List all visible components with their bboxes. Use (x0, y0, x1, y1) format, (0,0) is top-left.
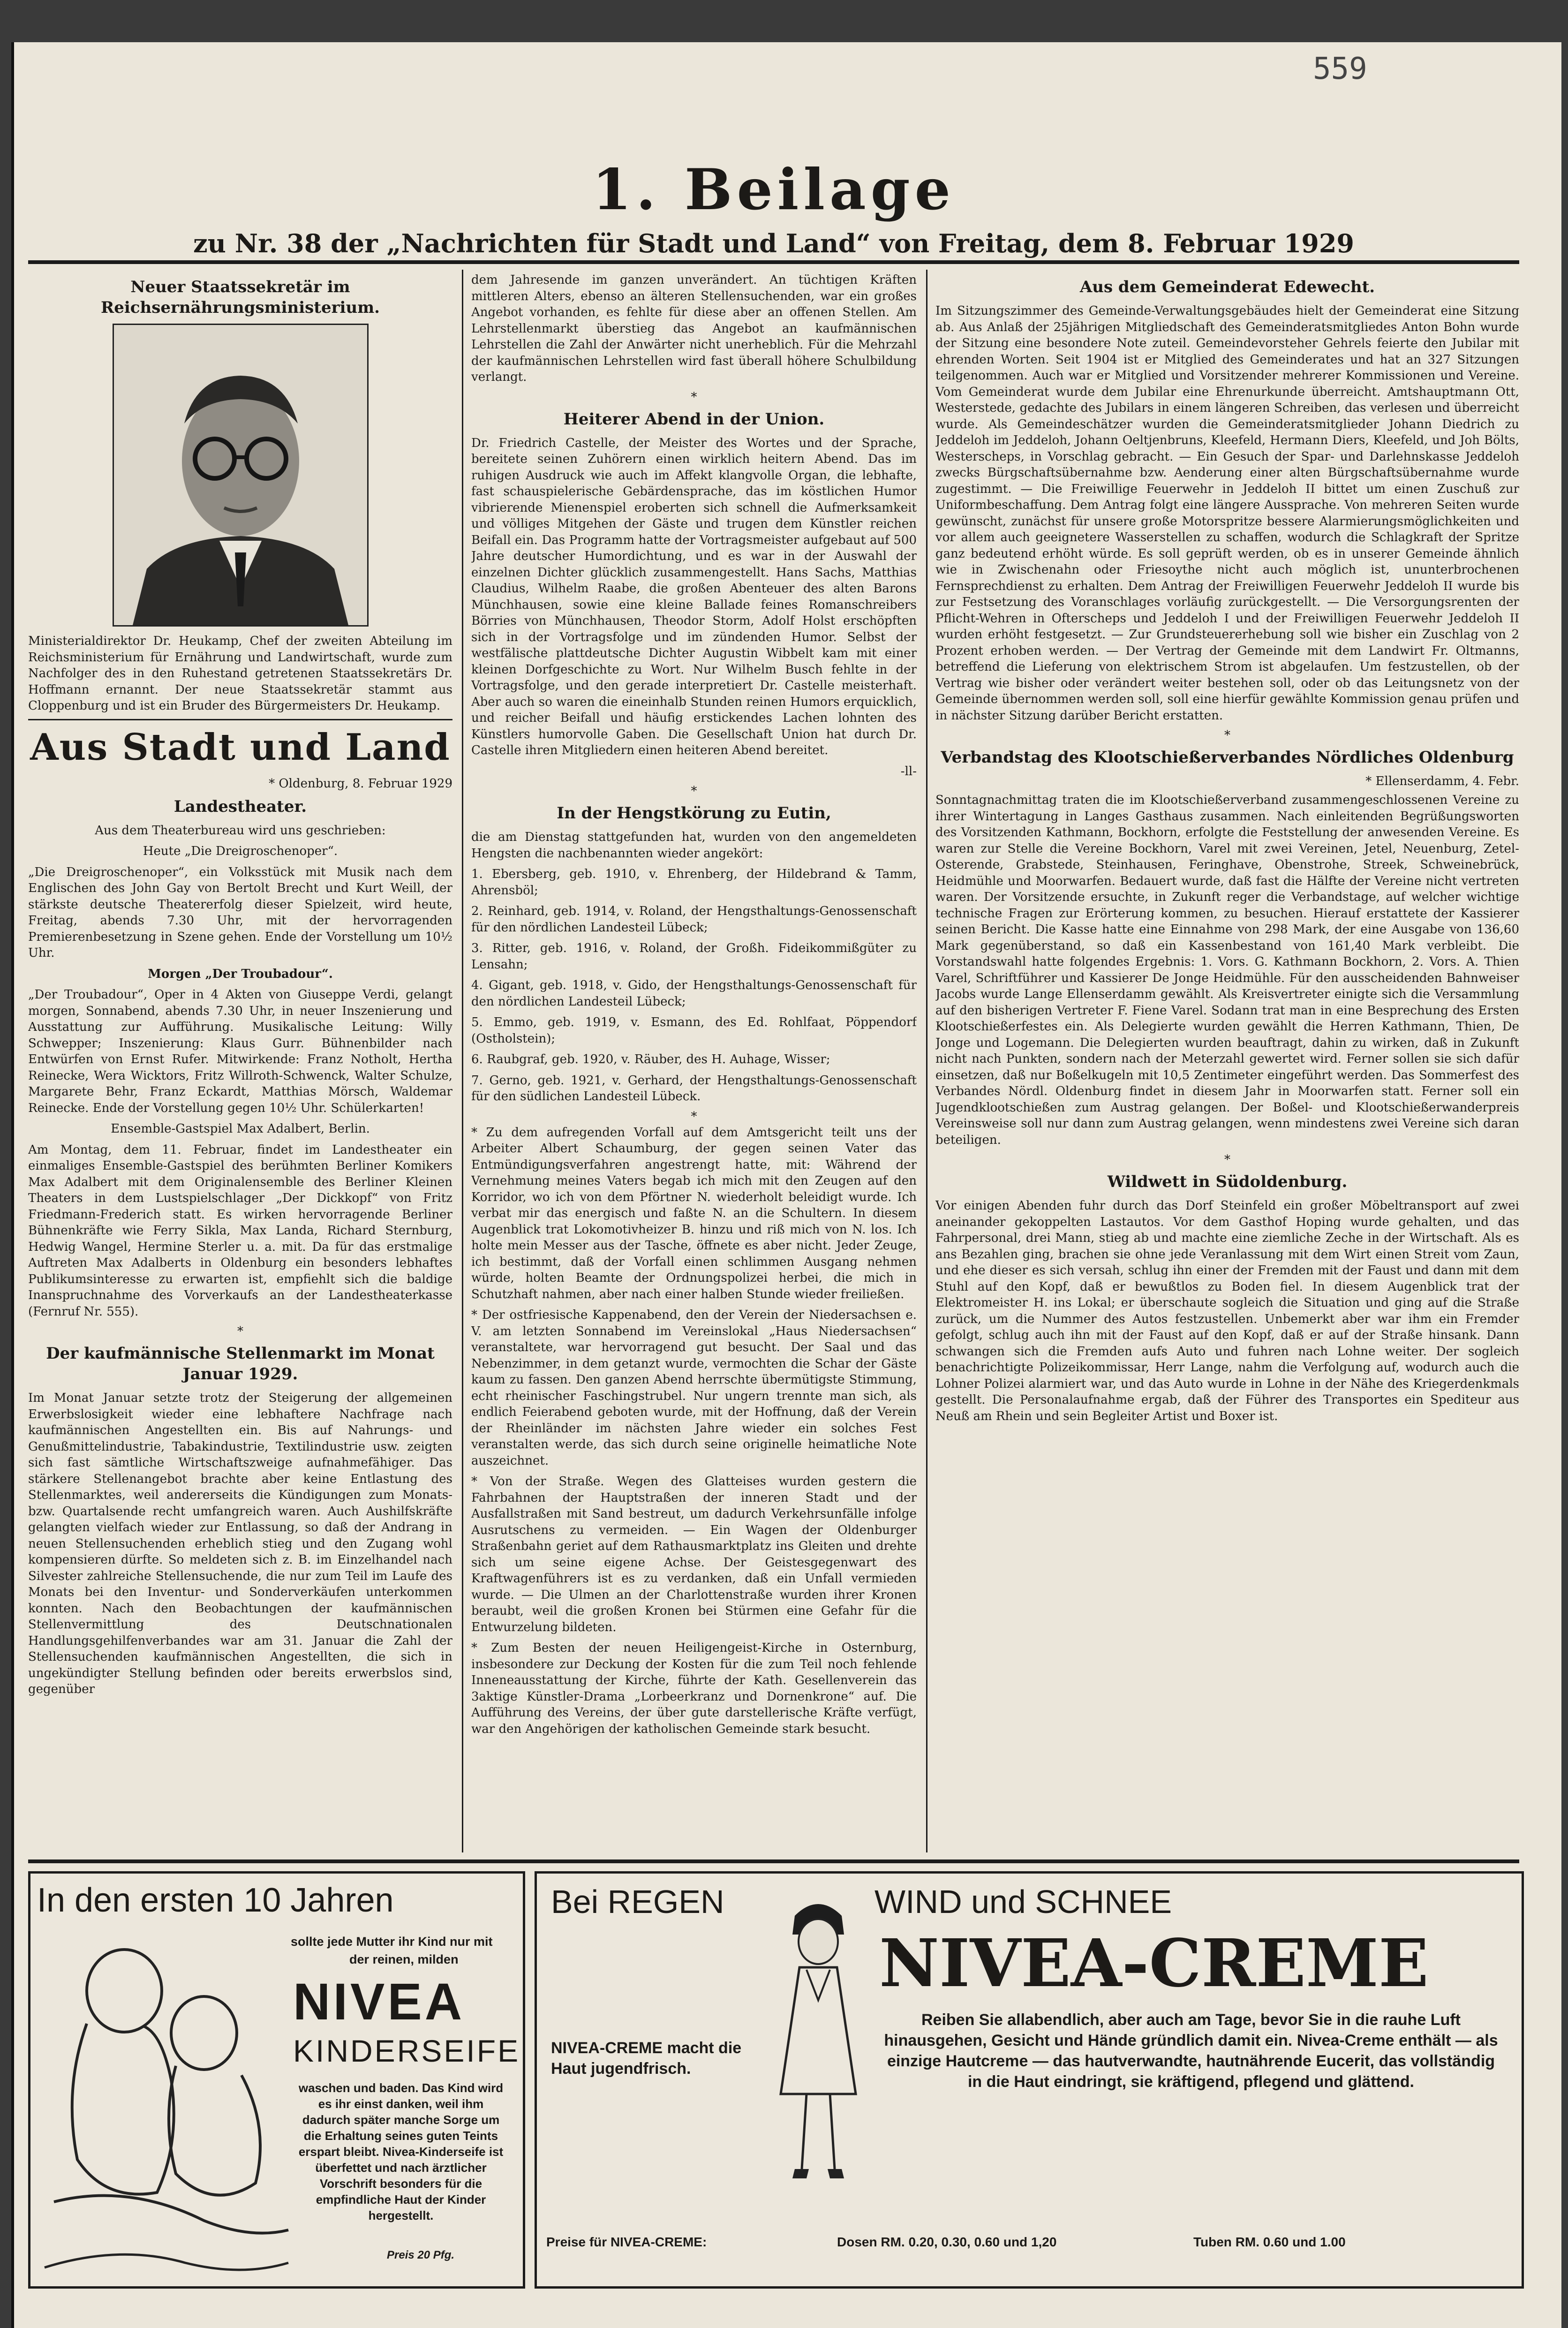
ad-right-headline-a: Bei REGEN (551, 1883, 724, 1920)
star-separator: * (691, 784, 697, 798)
ad-right-body: Reiben Sie allabendlich, aber auch am Tage, bevor Sie in die rauhe Luft hinausgehen, Gesicht und Hände gründlich damit ein. Nivea-Creme enthält — als einzige Hautcreme — das hautverwandte, hautnährende Eucerit, das vollständig in die Haut eindringt, sie kräftigend, pflegend und glättend. (884, 2011, 1498, 2091)
guest-performance-paragraph: Am Montag, dem 11. Februar, findet im Landestheater ein einmaliges Ensemble-Gastspiel des berühmten Berliner Komikers Max Adalbert mit dem Originalensemble des Berliner Kleinen Theaters in dem Lustspielschlager „Der Dickkopf“ von Fritz Friedmann-Frederich statt. Es wirken hervorragende Berliner Bühnenkräfte wie Ferry Sikla, Max Landa, Richard Sternburg, Hedwig Wangel, Hermine Sterler u. a. mit. Da für das erstmalige Auftreten Max Adalberts in Oldenburg ein besonders lebhaftes Publikumsinteresse zu erwarten ist, empfiehlt sich die baldige Inanspruchnahme des Vorverkaufs an der Landestheaterkasse (Fernruf Nr. 555). (28, 1142, 452, 1319)
star-separator: * (1224, 728, 1230, 742)
star-separator: * (1224, 1153, 1230, 1167)
theater-title: Landestheater. (173, 797, 307, 816)
ads-rule (28, 1859, 1519, 1863)
ad-left-price: Preis 20 Pfg. (387, 2249, 455, 2261)
column-2 (471, 272, 917, 1852)
supplement-subtitle: zu Nr. 38 der „Nachrichten für Stadt und Land“ von Freitag, dem 8. Februar 1929 (193, 228, 1354, 258)
job-market-title: Der kaufmännische Stellenmarkt im Monat Januar 1929. (46, 1344, 435, 1383)
portrait-caption: Ministerialdirektor Dr. Heukamp, Chef der zweiten Abteilung im Reichsministerium für Ernährung und Landwirtschaft, wurde zum Nachfolger des in den Ruhestand getretenen Staatssekretärs Dr. Hoffmann ernannt. Der neue Staatssekretär stammt aus Cloppenburg und ist ein Bruder des Bürgermeisters Dr. Heukamp. (28, 634, 452, 713)
stallion-list-item: 7. Gerno, geb. 1921, v. Gerhard, der Hengsthaltungs-Genossenschaft für den südlichen Landesteil Lübeck. (471, 1073, 917, 1104)
column-divider-2 (926, 270, 927, 1852)
star-separator: * (237, 1324, 243, 1338)
council-edewecht-title: Aus dem Gemeinderat Edewecht. (1079, 278, 1375, 296)
ad-left-body: waschen und baden. Das Kind wird es ihr einst danken, weil ihm dadurch später manche Sorge um die Erhaltung seines guten Teints erspart bleibt. Nivea-Kinderseife ist überfettet und nach ärztlicher Vorschrift besonders für die empfindliche Haut der Kinder hergestellt. (298, 2081, 504, 2222)
theater-today: Heute „Die Dreigroschenoper“. (143, 844, 338, 858)
nivea-kinderseife-ad (28, 1871, 525, 2289)
ad-right-price-tubes: Tuben RM. 0.60 und 1.00 (1193, 2235, 1346, 2249)
separator (28, 719, 452, 720)
column-3 (935, 272, 1519, 1852)
ad-right-price-tins: Dosen RM. 0.20, 0.30, 0.60 und 1,20 (837, 2235, 1057, 2249)
ad-left-line2: der reinen, milden (349, 1952, 459, 1966)
job-market-continuation: dem Jahresende im ganzen unverändert. An tüchtigen Kräften mittleren Alters, ebenso an älteren Stellensuchenden, war ein großes Angebot vorhanden, es fehlte für diese aber an offenen Stellen. Am Lehrstellenmarkt überstieg das Angebot an kaufmännischen Lehrstellen die Zahl der Anwärter nicht unerheblich. Für die Mehrzahl der kaufmännischen Lehrstellen wird fast überall höhere Schulbildung verlangt. (471, 273, 917, 384)
theater-intro: Aus dem Theaterbureau wird uns geschrieben: (95, 823, 386, 838)
portrait-photo (113, 324, 369, 627)
ad-left-brand: NIVEA (293, 1973, 465, 2031)
union-evening-title: Heiterer Abend in der Union. (563, 409, 825, 429)
children-illustration (35, 1939, 298, 2277)
theater-tomorrow: Morgen „Der Troubadour“. (148, 967, 333, 981)
ad-right-price-label: Preise für NIVEA-CREME: (546, 2235, 707, 2249)
supplement-title: 1. Beilage (592, 157, 955, 223)
poaching-paragraph: Vor einigen Abenden fuhr durch das Dorf Steinfeld ein großer Möbeltransport auf zwei aneinander gekoppelten Lastautos. Vor dem Gasthof Hoping wurde gehalten, und das Fahrpersonal, drei Mann, stieg ab und machte eine ziemliche Zeche in der Wirtschaft. Als es ans Bezahlen ging, brachen sie ohne jede Veranlassung mit dem Wirt einen Streit vom Zaun, und ehe dieser es sich versah, schlug ihn einer der Fremden mit der Faust und dann mit dem Stuhl auf den Kopf, daß er bewußtlos zu Boden fiel. In diesem Augenblick trat der Elektromeister H. ins Lokal; er überschaute sogleich die Situation und ging auf die Straße zurück, um die Nummer des Autos festzustellen. Unbemerkt aber war ihm ein Fremder gefolgt, schlug auch ihn mit der Faust auf den Kopf, daß er auf der Straße hinsank. Dann schwangen sich die Fremden aufs Auto und fuhren nach Lohne weiter. Der sogleich benachrichtigte Polizeikommissar, Herr Lange, nahm die Verfolgung auf, wodurch auch die Lohner Polizei alarmiert war, und das Auto wurde in Lohne in der Nähe des Kriegerdenkmals gestellt. Die Personalaufnahme ergab, daß der Führer des Transportes ein Spediteur aus Neuß am Rhein und sein Begleiter Artist und Boxer ist. (935, 1199, 1519, 1423)
page-number: 559 (1313, 52, 1367, 86)
stallion-list-item: 5. Emmo, geb. 1919, v. Esmann, des Ed. Rohlfaat, Pöppendorf (Ostholstein); (471, 1015, 917, 1046)
guest-performance-title: Ensemble-Gastspiel Max Adalbert, Berlin. (111, 1122, 370, 1136)
dateline-oldenburg: * Oldenburg, 8. Februar 1929 (269, 776, 452, 791)
street-news-paragraph: * Von der Straße. Wegen des Glatteises wurden gestern die Fahrbahnen der Hauptstraßen der inneren Stadt und der Ausfallstraßen mit Sand bestreut, um dadurch Verkehrsunfälle infolge Ausrutschens zu vermeiden. — Ein Wagen der Oldenburger Straßenbahn geriet auf dem Rathausmarktplatz ins Gleiten und drehte sich um seine eigene Achse. Der Geistesgegenwart des Kraftwagenführers ist es zu verdanken, daß ein Unfall vermieden wurde. — Die Ulmen an der Charlottenstraße wurden ihrer Kronen beraubt, weil die großen Kronen bei Stürmen eine Gefahr für die Entwurzelung bildeten. (471, 1474, 917, 1634)
section-title-aus-stadt-und-land: Aus Stadt und Land (30, 726, 451, 769)
stallion-list-item: 4. Gigant, geb. 1918, v. Gido, der Hengsthaltungs-Genossenschaft für den nördlichen Landesteil Lübeck; (471, 978, 917, 1009)
union-evening-paragraph: Dr. Friedrich Castelle, der Meister des Wortes und der Sprache, bereitete seinen Zuhörern einen wirklich heitern Abend. Das im ruhigen Ausdruck wie auch im Affekt klangvolle Organ, die lebhafte, fast schauspielerische Gebärdensprache, das im köstlichen Humor vibrierende Mienenspiel eroberten sich schnell die Aufmerksamkeit und völliges Mitgehen der Gäste und trugen dem Künstler reichen Beifall ein. Das Programm hatte der Vortragsmeister aufgebaut auf 500 Jahre deutscher Humordichtung, und es war in der Auswahl der einzelnen Dichter glücklich zusammengestellt. Hans Sachs, Matthias Claudius, Wilhelm Raabe, die großen Abenteuer des alten Barons Münchhausen, sowie eine kleine Ballade feines Romanschreibers Börries von Münchhausen, Theodor Storm, Adolf Holst erschöpften sich in der Vortragsfolge und im zündenden Humor. Selbst der westfälische plattdeutsche Dichter Augustin Wibbelt kam mit einer kleinen Dorfgeschichte zu Wort. Nur Wilhelm Busch fehlte in der Vortragsfolge, und den gerade interpretiert Dr. Castelle meisterhaft. Aber auch so waren die eineinhalb Stunden reinen Humors erquicklich, und reicher Beifall und häufig erstickendes Lachen lohnten des Künstlers humorvolle Gaben. Die Gesellschaft Union hat durch Dr. Castelle ihren Mitgliedern einen heiteren Abend bereitet. (471, 436, 917, 757)
theater-paragraph-1: „Die Dreigroschenoper“, ein Volksstück mit Musik nach dem Englischen des John Gay von Bertolt Brecht und Kurt Weill, der stärkste deutsche Theatererfolg dieser Spielzeit, wird heute, Freitag, abends 7.30 Uhr, mit der hervorragenden Premierenbesetzung in Szene gehen. Ende der Vorstellung um 10½ Uhr. (28, 865, 452, 960)
council-edewecht-paragraph: Im Sitzungszimmer des Gemeinde-Verwaltungsgebäudes hielt der Gemeinderat eine Sitzung ab. Aus Anlaß der 25jährigen Mitgliedschaft des Gemeinderatsmitgliedes Anton Bohn wurde der Sitzung eine besondere Note zuteil. Gemeindevorsteher Gehrels feierte den Jubilar mit ehrenden Worten. Seit 1904 ist er Mitglied des Gemeinderates und hat an 327 Sitzungen teilgenommen. Auch war er Mitglied und Vorsitzender mehrerer Kommissionen und Vereine. Vom Gemeinderat wurde dem Jubilar eine Ehrenurkunde überreicht. Amtshauptmann Ott, Westerstede, gedachte des Jubilars in einem längeren Schreiben, das verlesen und überreicht wurde. Als Gemeindeschätzer wurden die Gemeinderatsmitglieder Johann Diedrich zu Jeddeloh im Jeddeloh, Johann Oeltjenbruns, Kleefeld, Hermann Diers, Kleefeld, und Joh Bölts, Westerscheps, in Vorschlag gebracht. — Ein Gesuch der Spar- und Darlehnskasse Jeddeloh zwecks Bürgschaftsübernahme bzw. Aenderung einer alten Bürgschaftsübernahme wurde zugestimmt. — Die Freiwillige Feuerwehr in Jeddeloh II bittet um einen Zuschuß zur Uniformbeschaffung. Dem Antrag folgt eine längere Aussprache. Von mehreren Seiten wurde gewünscht, zunächst für unsere große Motorspritze bessere Alarmierungsmöglichkeiten und vor allem auch geeignetere Wasserstellen zu schaffen, wodurch die Schlagkraft der Spritze ganz bedeutend erhöht würde. Es soll geprüft werden, ob es in unserer Gemeinde ähnlich wie in Zwischenahn oder Friesoythe nicht auch möglich ist, ununterbrochenen Fernsprechdienst zu erhalten. Dem Antrag der Freiwilligen Feuerwehr Jeddeloh II wurde bis zur Festsetzung des Voranschlages vorläufig zurückgestellt. — Die Versorgungsrenten der Pflicht-Wehren in Ofterscheps und Jeddeloh I und der Freiwilligen Feuerwehr Jeddeloh II wurden erhöht festgesetzt. — Zur Grundsteuererhebung soll wie bisher ein Zuschlag von 2 Prozent erhoben werden. — Der Vertrag der Gemeinde mit dem Landwirt Fr. Oltmanns, betreffend die Lieferung von elektrischem Strom ist abgelaufen. Um festzustellen, ob der Vertrag wie bisher oder verändert weiter bestehen soll, oder ob das Leitungsnetz von der Gemeinde übernommen werden soll, soll eine hierfür gewählte Kommission genau prüfen und in nächster Sitzung darüber Bericht erstatten. (935, 304, 1519, 723)
church-benefit-paragraph: * Zum Besten der neuen Heiligengeist-Kirche in Osternburg, insbesondere zur Deckung der Kosten für die zum Teil noch fehlende Inneneausstattung der Kirche, führte der Kath. Gesellenverein das 3aktige Künstler-Drama „Lorbeerkranz und Dornenkrone“ auf. Die Aufführung des Vereins, der über gute darstellerische Kräfte verfügt, war den Angehörigen der katholischen Gemeinde stark besucht. (471, 1641, 917, 1736)
stallion-list-item: 6. Raubgraf, geb. 1920, v. Räuber, des H. Auhage, Wisser; (471, 1052, 830, 1066)
poaching-title: Wildwett in Südoldenburg. (1107, 1172, 1348, 1191)
column-divider-1 (462, 270, 463, 1852)
article-staatssekretaer-title: Neuer Staatssekretär im Reichsernährungsministerium. (100, 278, 380, 317)
masthead (28, 155, 1519, 260)
ad-right-headline-b: WIND und SCHNEE (874, 1883, 1172, 1920)
stallion-list-item: 3. Ritter, geb. 1916, v. Roland, der Großh. Fideikommißgüter zu Lensahn; (471, 941, 917, 972)
woman-illustration (762, 1888, 874, 2188)
stallion-list-item: 1. Ebersberg, geb. 1910, v. Ehrenberg, der Hildebrand & Tamm, Ahrensböl; (471, 867, 917, 898)
ad-left-headline: In den ersten 10 Jahren (37, 1882, 394, 1919)
theater-paragraph-2: „Der Troubadour“, Oper in 4 Akten von Giuseppe Verdi, gelangt morgen, Sonnabend, abends 7.30 Uhr, in neuer Inszenierung und Ausstattung zur Aufführung. Musikalische Leitung: Willy Schwepper; Inszenierung: Klaus Gurr. Bühnenbilder nach Entwürfen von Ernst Rufer. Mitwirkende: Franz Notholt, Hertha Reinecke, Wera Wicktors, Fritz Willroth-Schwenck, Walter Schulze, Margarete Behr, Franz Eckardt, Matthias Mörsch, Waldemar Reinecke. Ende der Vorstellung gegen 10½ Uhr. Schülerkarten! (28, 988, 452, 1115)
union-evening-signature: -ll- (900, 764, 917, 779)
stallion-licensing-title: In der Hengstkörung zu Eutin, (557, 804, 831, 823)
klootschiesser-title: Verbandstag des Klootschießerverbandes Nördliches Oldenburg (941, 748, 1514, 767)
klootschiesser-dateline: * Ellenserdamm, 4. Febr. (1365, 774, 1519, 788)
court-incident-paragraph: * Zu dem aufregenden Vorfall auf dem Amtsgericht teilt uns der Arbeiter Albert Schaumburg, der gegen seinen Vater das Entmündigungsverfahren angestrengt hatte, mit: Während der Vernehmung meines Vaters begab ich mich mit den Zeugen auf den Korridor, wo ich von dem Pförtner N. wiederholt beleidigt wurde. Ich verbat mir das energisch und faßte N. an die Schultern. In diesem Augenblick trat Lokomotivheizer B. hinzu und riß mich von N. los. Ich holte mein Messer aus der Tasche, öffnete es aber nicht. Jeder Zeuge, ich bestimmt, daß der Vorfall einen schlimmen Ausgang nehmen würde, holten Beamte der Ordnungspolizei herbei, die mich in Schutzhaft nahmen, aber nach einer halben Stunde wieder freiließen. (471, 1125, 917, 1301)
job-market-paragraph: Im Monat Januar setzte trotz der Steigerung der allgemeinen Erwerbslosigkeit wieder eine lebhaftere Nachfrage nach kaufmännischen Angestellten ein. Bis auf Nahrungs- und Genußmittelindustrie, Tabakindustrie, Textilindustrie usw. zeigten sich fast sämtliche Wirtschaftszweige aufnahmefähiger. Das stärkere Stellenangebot brachte aber keine Entlastung des Stellenmarktes, weil andererseits die Kündigungen zum Monats- bzw. Quartalsende recht umfangreich waren. Auch Aushilfskräfte gelangten vielfach wieder zur Entlassung, so daß der Andrang in neuen Stellensuchenden erheblich stieg und den Zugang wohl kompensieren dürfte. So meldeten sich z. B. im Einzelhandel nach Silvester zahlreiche Stellensuchende, die nur zum Teil im Laufe des Monats bei den Inventur- und Sonderverkäufen unterkommen konnten. Nach den Beobachtungen der kaufmännischen Stellenvermittlung des Deutschnationalen Handlungsgehilfenverbandes war am 31. Januar die Zahl der Stellensuchenden kaufmännischen Angestellten, die sich in ungekündigter Stellung befinden oder bereits erwerbslos sind, gegenüber (28, 1391, 452, 1696)
ad-right-side-text: NIVEA-CREME macht die Haut jugendfrisch. (551, 2039, 742, 2078)
carnival-paragraph: * Der ostfriesische Kappenabend, den der Verein der Niedersachsen e. V. am letzten Sonnabend im Vereinslokal „Haus Niedersachsen“ veranstaltete, war hervorragend gut besucht. Der Saal und das Nebenzimmer, in dem getanzt wurde, vermochten die Schar der Gäste kaum zu fassen. Den ganzen Abend herrschte übermütigste Stimmung, echt rheinischer Faschingstrubel. Nur ungern trennte man sich, als endlich Feierabend geboten wurde, mit der Hoffnung, daß der Verein der Rheinländer im nächsten Jahre wieder ein solches Fest veranstalten werde, das sich durch seine originelle heimatliche Note auszeichnet. (471, 1308, 917, 1468)
nivea-creme-ad (535, 1871, 1524, 2289)
ad-left-product: KINDERSEIFE (293, 2033, 520, 2068)
star-separator: * (691, 1109, 697, 1124)
stallion-licensing-intro: die am Dienstag stattgefunden hat, wurden von den angemeldeten Hengsten die nachbenannten wieder angekört: (471, 830, 917, 861)
ad-left-line1: sollte jede Mutter ihr Kind nur mit (291, 1935, 493, 1949)
star-separator: * (691, 390, 697, 404)
masthead-rule (28, 260, 1519, 264)
portrait-illustration (114, 325, 367, 625)
stallion-list-item: 2. Reinhard, geb. 1914, v. Roland, der Hengsthaltungs-Genossenschaft für den nördlichen Landesteil Lübeck; (471, 904, 917, 935)
ad-right-brand: NIVEA-CREME (879, 1925, 1429, 2002)
column-1 (28, 272, 452, 1852)
klootschiesser-paragraph: Sonntagnachmittag traten die im Klootschießerverband zusammengeschlossenen Vereine zu ihrer Wintertagung in Langes Gasthaus zusammen. Nach einleitenden Begrüßungsworten des Vorsitzenden Kathmann, Bockhorn, erfolgte die Feststellung der anwesenden Vereine. Es waren zur Stelle die Vereine Bockhorn, Varel mit zwei Vereinen, Jetel, Neuenburg, Zetel-Osterende, Grabstede, Steinhausen, Feringhave, Obenstrohe, Streek, Schweinebrück, Heidmühle und Moorwarfen. Bedauert wurde, daß fast die Hälfte der Vereine nicht vertreten waren. Der Vorsitzende ersuchte, in Zukunft reger die Verbandstage, auf welcher wichtige technische Fragen zur Erörterung kommen, zu besuchen. Hierauf erstattete der Kassierer seinen Bericht. Die Kasse hatte eine Einnahme von 298 Mark, der eine Ausgabe von 136,60 Mark gegenüberstand, so daß ein Kassenbestand von 161,40 Mark verbleibt. Die Vorstandswahl hatte folgendes Ergebnis: 1. Vors. G. Kathmann Bockhorn, 2. Vors. A. Thien Varel, Schriftführer und Kassierer De Jonge Heidmühle. Für den ausscheidenden Bahnweiser Jacobs wurde Lange Ellenserdamm gewählt. Als Kreisvertreter einigte sich die Versammlung auf den bisherigen Vertreter F. Fiene Varel. Sodann trat man in eine Besprechung des Ersten Klootschießerfestes ein. Als Delegierte wurden gewählt die Herren Kathmann, Thien, De Jonge und Logemann. Die Delegierten wurden beauftragt, dahin zu wirken, daß in Zukunft nicht nach Punkten, sondern nach der Meterzahl gewertet wird. Ferner sollen sie sich dafür einsetzen, daß nur Boßelkugeln mit 10,5 Zentimeter eingeführt werden. Das Sommerfest des Verbandes Nördl. Oldenburg findet in diesem Jahr in Moorwarfen statt. Ferner soll ein Jugendklootschießen zum Austrag gelangen. Der Boßel- und Klootschießerwanderpreis Vereinsweise soll nur dann zum Austrag gelangen, wenn mindestens zwei Vereine sich daran beteiligen. (935, 793, 1519, 1147)
